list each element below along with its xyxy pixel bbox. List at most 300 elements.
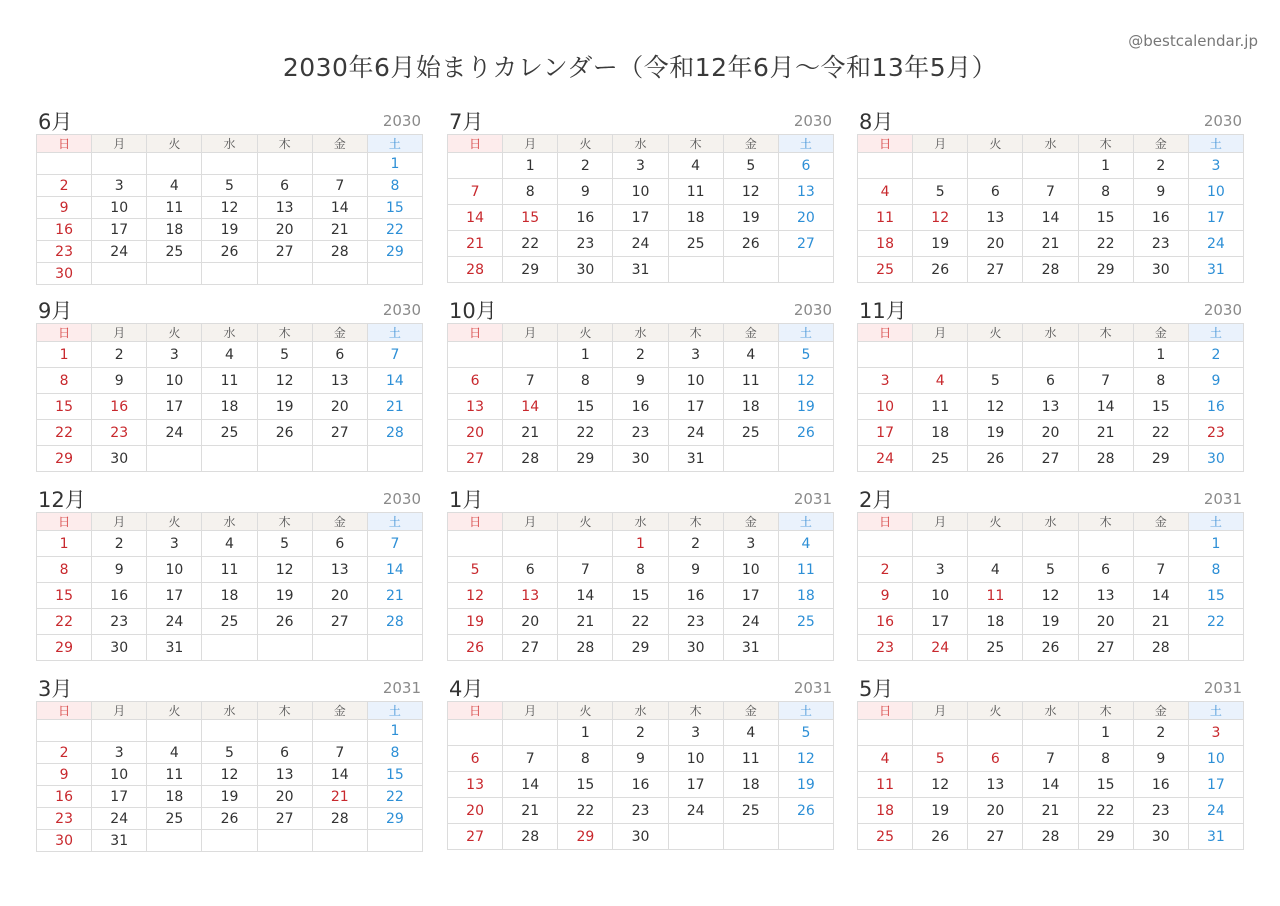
day-cell: 8 <box>1078 746 1133 772</box>
day-cell: 29 <box>558 446 613 472</box>
week-row <box>858 635 1244 661</box>
day-cell: 22 <box>503 231 558 257</box>
day-cell: 10 <box>147 368 202 394</box>
week-row <box>37 583 423 609</box>
weekday-label: 日 <box>448 324 503 342</box>
day-cell: 13 <box>968 772 1023 798</box>
weekday-label: 水 <box>1023 324 1078 342</box>
month-calendar <box>36 106 423 285</box>
day-cell: 13 <box>503 583 558 609</box>
empty-cell <box>913 531 968 557</box>
weekday-label: 火 <box>558 324 613 342</box>
month-name: 3月 <box>38 677 73 701</box>
week-row <box>858 153 1244 179</box>
day-cell: 12 <box>202 764 257 786</box>
day-cell: 27 <box>503 635 558 661</box>
month-table <box>447 134 834 283</box>
month-year: 2030 <box>382 112 421 130</box>
day-cell: 19 <box>723 205 778 231</box>
day-cell: 4 <box>778 531 833 557</box>
day-cell: 18 <box>858 231 913 257</box>
weekday-label: 水 <box>202 324 257 342</box>
day-cell: 20 <box>1023 420 1078 446</box>
day-cell: 23 <box>37 241 92 263</box>
empty-cell <box>367 446 422 472</box>
day-cell: 31 <box>1188 824 1243 850</box>
site-credit: @bestcalendar.jp <box>1128 32 1258 50</box>
week-row <box>858 772 1244 798</box>
day-cell: 11 <box>968 583 1023 609</box>
day-cell: 21 <box>1023 231 1078 257</box>
weekday-label: 火 <box>558 135 613 153</box>
empty-cell <box>448 720 503 746</box>
week-row <box>448 557 834 583</box>
weekday-label: 火 <box>147 702 202 720</box>
day-cell: 2 <box>37 742 92 764</box>
day-cell: 24 <box>92 241 147 263</box>
day-cell: 21 <box>367 394 422 420</box>
day-cell: 30 <box>613 824 668 850</box>
day-cell: 24 <box>147 609 202 635</box>
day-cell: 21 <box>312 786 367 808</box>
day-cell: 9 <box>92 557 147 583</box>
weekday-label: 金 <box>312 702 367 720</box>
day-cell: 8 <box>1188 557 1243 583</box>
empty-cell <box>723 824 778 850</box>
day-cell: 14 <box>448 205 503 231</box>
month-name: 12月 <box>38 488 86 512</box>
day-cell: 11 <box>858 772 913 798</box>
weekday-label: 水 <box>202 135 257 153</box>
day-cell: 19 <box>202 219 257 241</box>
empty-cell <box>257 263 312 285</box>
empty-cell <box>448 531 503 557</box>
day-cell: 8 <box>1078 179 1133 205</box>
weekday-label: 金 <box>723 702 778 720</box>
day-cell: 17 <box>147 583 202 609</box>
day-cell: 26 <box>913 257 968 283</box>
day-cell: 4 <box>202 531 257 557</box>
day-cell: 22 <box>1078 798 1133 824</box>
day-cell: 3 <box>668 342 723 368</box>
day-cell: 9 <box>1188 368 1243 394</box>
day-cell: 11 <box>858 205 913 231</box>
weekday-label: 火 <box>968 324 1023 342</box>
day-cell: 26 <box>257 609 312 635</box>
weekday-label: 金 <box>312 135 367 153</box>
day-cell: 24 <box>723 609 778 635</box>
month-year: 2031 <box>793 490 832 508</box>
weekday-label: 木 <box>1078 135 1133 153</box>
empty-cell <box>968 720 1023 746</box>
weekday-label: 水 <box>613 513 668 531</box>
empty-cell <box>367 830 422 852</box>
day-cell: 11 <box>202 557 257 583</box>
empty-cell <box>257 446 312 472</box>
weekday-label: 日 <box>37 135 92 153</box>
day-cell: 8 <box>558 368 613 394</box>
day-cell: 6 <box>312 531 367 557</box>
day-cell: 7 <box>503 746 558 772</box>
day-cell: 11 <box>668 179 723 205</box>
day-cell: 22 <box>558 798 613 824</box>
day-cell: 28 <box>367 420 422 446</box>
day-cell: 4 <box>147 742 202 764</box>
day-cell: 29 <box>367 241 422 263</box>
day-cell: 25 <box>968 635 1023 661</box>
day-cell: 1 <box>503 153 558 179</box>
weekday-label: 火 <box>147 324 202 342</box>
day-cell: 31 <box>613 257 668 283</box>
weekday-label: 金 <box>312 513 367 531</box>
day-cell: 3 <box>668 720 723 746</box>
weekday-label: 日 <box>448 513 503 531</box>
day-cell: 13 <box>448 772 503 798</box>
month-calendar <box>447 673 834 850</box>
day-cell: 12 <box>778 746 833 772</box>
day-cell: 18 <box>723 394 778 420</box>
day-cell: 15 <box>503 205 558 231</box>
weekday-label: 木 <box>257 135 312 153</box>
weekday-label: 水 <box>613 702 668 720</box>
day-cell: 8 <box>1133 368 1188 394</box>
empty-cell <box>312 263 367 285</box>
month-year: 2030 <box>793 112 832 130</box>
empty-cell <box>37 153 92 175</box>
day-cell: 28 <box>312 241 367 263</box>
day-cell: 29 <box>503 257 558 283</box>
day-cell: 7 <box>1078 368 1133 394</box>
month-table <box>36 512 423 661</box>
month-name: 11月 <box>859 299 907 323</box>
month-calendar <box>447 106 834 283</box>
day-cell: 10 <box>147 557 202 583</box>
weekday-label: 月 <box>503 135 558 153</box>
day-cell: 31 <box>723 635 778 661</box>
day-cell: 22 <box>1133 420 1188 446</box>
day-cell: 1 <box>1078 720 1133 746</box>
weekday-label: 火 <box>558 513 613 531</box>
week-row <box>37 764 423 786</box>
weekday-label: 木 <box>668 702 723 720</box>
empty-cell <box>147 830 202 852</box>
day-cell: 14 <box>503 394 558 420</box>
day-cell: 13 <box>448 394 503 420</box>
day-cell: 3 <box>613 153 668 179</box>
week-row <box>37 635 423 661</box>
month-year: 2030 <box>1203 301 1242 319</box>
day-cell: 11 <box>147 197 202 219</box>
day-cell: 27 <box>257 808 312 830</box>
day-cell: 18 <box>147 219 202 241</box>
day-cell: 2 <box>92 531 147 557</box>
empty-cell <box>968 153 1023 179</box>
day-cell: 14 <box>1023 205 1078 231</box>
day-cell: 20 <box>257 219 312 241</box>
day-cell: 9 <box>558 179 613 205</box>
day-cell: 27 <box>1023 446 1078 472</box>
day-cell: 25 <box>723 798 778 824</box>
weekday-label: 日 <box>858 702 913 720</box>
day-cell: 2 <box>613 720 668 746</box>
empty-cell <box>1078 342 1133 368</box>
day-cell: 14 <box>558 583 613 609</box>
weekday-label: 木 <box>257 324 312 342</box>
week-row <box>448 583 834 609</box>
month-calendar <box>36 673 423 852</box>
day-cell: 7 <box>1133 557 1188 583</box>
weekday-header-row <box>37 135 423 153</box>
weekday-label: 金 <box>1133 513 1188 531</box>
weekday-label: 日 <box>858 324 913 342</box>
week-row <box>858 368 1244 394</box>
day-cell: 18 <box>202 394 257 420</box>
day-cell: 6 <box>968 179 1023 205</box>
day-cell: 6 <box>448 368 503 394</box>
weekday-label: 日 <box>37 324 92 342</box>
week-row <box>858 746 1244 772</box>
day-cell: 20 <box>778 205 833 231</box>
day-cell: 16 <box>37 786 92 808</box>
day-cell: 19 <box>1023 609 1078 635</box>
day-cell: 3 <box>723 531 778 557</box>
month-table <box>36 323 423 472</box>
month-header <box>36 673 423 701</box>
day-cell: 13 <box>312 557 367 583</box>
day-cell: 31 <box>147 635 202 661</box>
day-cell: 26 <box>257 420 312 446</box>
day-cell: 10 <box>668 746 723 772</box>
day-cell: 15 <box>613 583 668 609</box>
weekday-header-row <box>448 513 834 531</box>
day-cell: 27 <box>448 824 503 850</box>
day-cell: 22 <box>37 420 92 446</box>
day-cell: 10 <box>723 557 778 583</box>
day-cell: 14 <box>367 368 422 394</box>
week-row <box>37 830 423 852</box>
week-row <box>448 635 834 661</box>
week-row <box>448 446 834 472</box>
day-cell: 21 <box>1133 609 1188 635</box>
weekday-label: 土 <box>778 513 833 531</box>
day-cell: 6 <box>968 746 1023 772</box>
month-header <box>857 484 1244 512</box>
weekday-header-row <box>858 702 1244 720</box>
empty-cell <box>503 342 558 368</box>
weekday-label: 火 <box>558 702 613 720</box>
page-title: 2030年6月始まりカレンダー（令和12年6月〜令和13年5月） <box>282 53 998 82</box>
empty-cell <box>312 446 367 472</box>
weekday-header-row <box>448 324 834 342</box>
day-cell: 1 <box>37 531 92 557</box>
weekday-header-row <box>858 135 1244 153</box>
day-cell: 4 <box>968 557 1023 583</box>
day-cell: 10 <box>92 764 147 786</box>
week-row <box>448 368 834 394</box>
empty-cell <box>723 257 778 283</box>
weekday-label: 火 <box>147 135 202 153</box>
weekday-label: 月 <box>503 702 558 720</box>
day-cell: 8 <box>37 557 92 583</box>
day-cell: 5 <box>257 531 312 557</box>
month-table <box>857 701 1244 850</box>
day-cell: 21 <box>312 219 367 241</box>
day-cell: 8 <box>613 557 668 583</box>
week-row <box>448 231 834 257</box>
month-table <box>447 701 834 850</box>
month-header <box>447 106 834 134</box>
empty-cell <box>1023 153 1078 179</box>
week-row <box>37 720 423 742</box>
day-cell: 20 <box>448 798 503 824</box>
week-row <box>37 394 423 420</box>
weekday-label: 金 <box>1133 324 1188 342</box>
empty-cell <box>778 446 833 472</box>
day-cell: 15 <box>1078 772 1133 798</box>
day-cell: 9 <box>858 583 913 609</box>
weekday-label: 火 <box>968 702 1023 720</box>
day-cell: 18 <box>913 420 968 446</box>
day-cell: 3 <box>147 342 202 368</box>
day-cell: 5 <box>202 742 257 764</box>
weekday-label: 金 <box>312 324 367 342</box>
day-cell: 13 <box>257 197 312 219</box>
day-cell: 31 <box>668 446 723 472</box>
day-cell: 19 <box>778 394 833 420</box>
day-cell: 28 <box>367 609 422 635</box>
day-cell: 5 <box>202 175 257 197</box>
day-cell: 27 <box>968 824 1023 850</box>
empty-cell <box>257 635 312 661</box>
day-cell: 5 <box>257 342 312 368</box>
day-cell: 24 <box>147 420 202 446</box>
month-calendar <box>447 484 834 661</box>
day-cell: 1 <box>558 720 613 746</box>
day-cell: 21 <box>1078 420 1133 446</box>
week-row <box>448 772 834 798</box>
month-name: 10月 <box>449 299 497 323</box>
empty-cell <box>312 635 367 661</box>
day-cell: 3 <box>1188 153 1243 179</box>
day-cell: 18 <box>202 583 257 609</box>
day-cell: 26 <box>448 635 503 661</box>
day-cell: 25 <box>147 241 202 263</box>
week-row <box>858 824 1244 850</box>
day-cell: 17 <box>1188 772 1243 798</box>
month-header <box>447 484 834 512</box>
weekday-label: 月 <box>92 702 147 720</box>
month-year: 2030 <box>1203 112 1242 130</box>
empty-cell <box>147 720 202 742</box>
week-row <box>37 808 423 830</box>
day-cell: 22 <box>367 219 422 241</box>
weekday-label: 水 <box>1023 135 1078 153</box>
day-cell: 5 <box>1023 557 1078 583</box>
weekday-label: 日 <box>37 513 92 531</box>
day-cell: 4 <box>668 153 723 179</box>
empty-cell <box>147 153 202 175</box>
day-cell: 30 <box>1188 446 1243 472</box>
week-row <box>37 241 423 263</box>
day-cell: 10 <box>858 394 913 420</box>
day-cell: 16 <box>1133 205 1188 231</box>
day-cell: 18 <box>668 205 723 231</box>
day-cell: 21 <box>503 420 558 446</box>
empty-cell <box>913 153 968 179</box>
empty-cell <box>1023 531 1078 557</box>
day-cell: 4 <box>858 746 913 772</box>
weekday-label: 火 <box>968 135 1023 153</box>
day-cell: 14 <box>1023 772 1078 798</box>
day-cell: 11 <box>147 764 202 786</box>
day-cell: 16 <box>92 583 147 609</box>
day-cell: 23 <box>92 420 147 446</box>
day-cell: 6 <box>257 742 312 764</box>
day-cell: 9 <box>92 368 147 394</box>
month-calendar <box>857 295 1244 472</box>
day-cell: 24 <box>613 231 668 257</box>
day-cell: 23 <box>92 609 147 635</box>
day-cell: 16 <box>37 219 92 241</box>
day-cell: 7 <box>448 179 503 205</box>
week-row <box>448 257 834 283</box>
day-cell: 17 <box>92 219 147 241</box>
weekday-label: 木 <box>668 135 723 153</box>
month-name: 8月 <box>859 110 894 134</box>
weekday-label: 土 <box>778 135 833 153</box>
empty-cell <box>858 153 913 179</box>
week-row <box>37 557 423 583</box>
day-cell: 27 <box>1078 635 1133 661</box>
weekday-label: 土 <box>1188 702 1243 720</box>
day-cell: 28 <box>1078 446 1133 472</box>
week-row <box>37 197 423 219</box>
empty-cell <box>668 257 723 283</box>
day-cell: 17 <box>858 420 913 446</box>
weekday-label: 土 <box>1188 324 1243 342</box>
month-name: 2月 <box>859 488 894 512</box>
month-header <box>447 295 834 323</box>
day-cell: 15 <box>1078 205 1133 231</box>
week-row <box>448 609 834 635</box>
day-cell: 20 <box>503 609 558 635</box>
day-cell: 4 <box>858 179 913 205</box>
day-cell: 26 <box>202 808 257 830</box>
day-cell: 14 <box>367 557 422 583</box>
week-row <box>37 446 423 472</box>
day-cell: 18 <box>778 583 833 609</box>
day-cell: 14 <box>1133 583 1188 609</box>
month-calendar <box>857 484 1244 661</box>
month-calendar <box>857 673 1244 850</box>
day-cell: 1 <box>1188 531 1243 557</box>
day-cell: 27 <box>257 241 312 263</box>
month-header <box>857 295 1244 323</box>
day-cell: 20 <box>448 420 503 446</box>
weekday-label: 日 <box>858 135 913 153</box>
day-cell: 8 <box>367 175 422 197</box>
day-cell: 16 <box>92 394 147 420</box>
day-cell: 25 <box>778 609 833 635</box>
weekday-label: 水 <box>613 324 668 342</box>
day-cell: 3 <box>1188 720 1243 746</box>
day-cell: 7 <box>312 175 367 197</box>
week-row <box>448 824 834 850</box>
day-cell: 28 <box>312 808 367 830</box>
week-row <box>448 342 834 368</box>
month-table <box>447 323 834 472</box>
weekday-label: 金 <box>1133 135 1188 153</box>
